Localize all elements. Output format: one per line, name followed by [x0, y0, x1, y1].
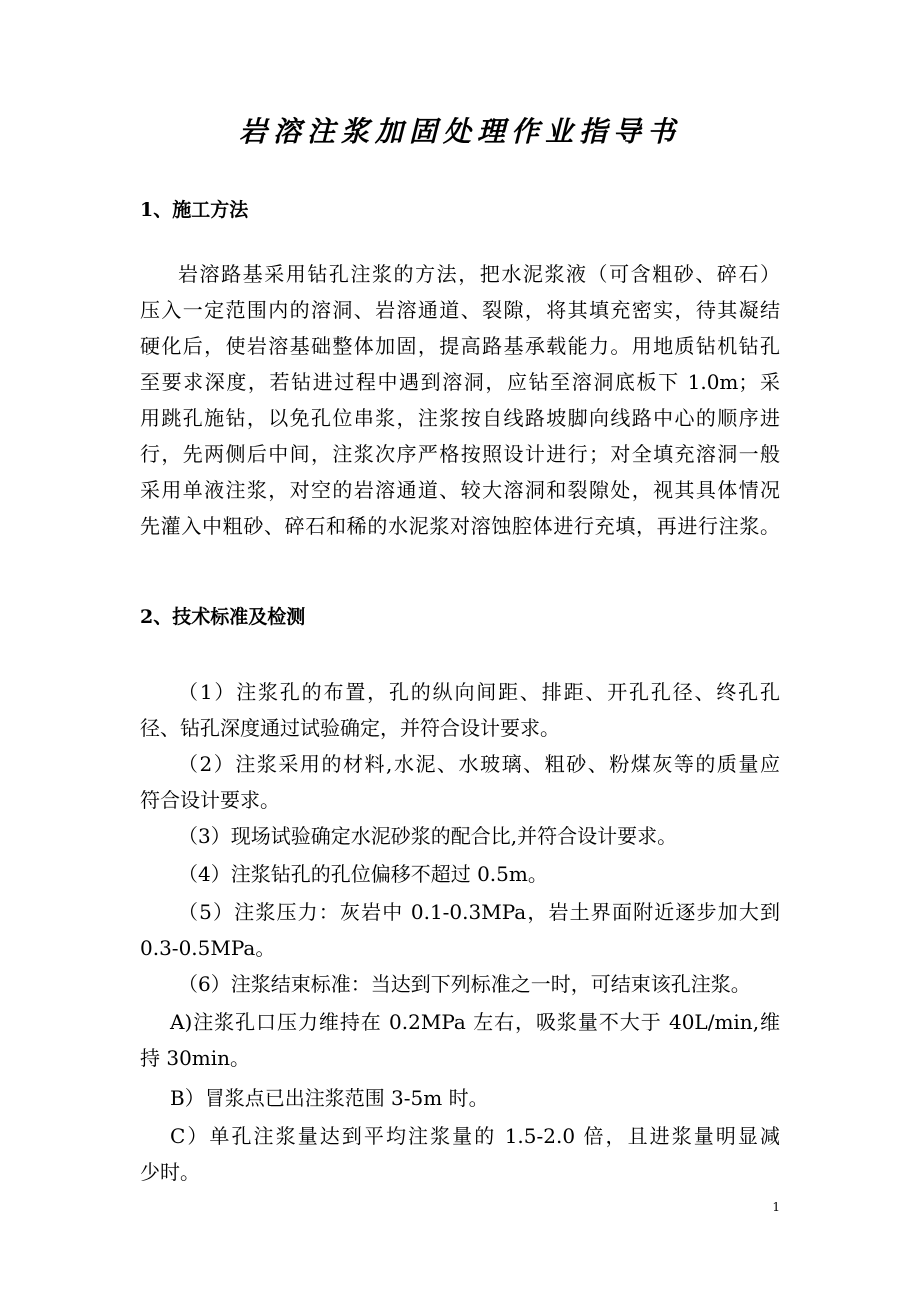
paragraph-line: 岩溶路基采用钻孔注浆的方法，把水泥浆液（可含粗砂、碎石）: [178, 262, 780, 286]
paragraph-line: （2）注浆采用的材料,水泥、水玻璃、粗砂、粉煤灰等的质量应: [178, 752, 780, 776]
standard-item-2: [140, 746, 780, 818]
section-heading-construction-method: 1、施工方法: [140, 199, 249, 221]
standard-item-6a: [140, 1004, 780, 1076]
standard-item-1: [140, 674, 780, 746]
paragraph-line: （4）注浆钻孔的孔位偏移不超过 0.5m。: [178, 862, 548, 886]
paragraph-line: 少时。: [140, 1160, 200, 1184]
paragraph-line: 采用单液注浆，对空的岩溶通道、较大溶洞和裂隙处，视其具体情况: [140, 478, 780, 502]
paragraph-line: 硬化后，使岩溶基础整体加固，提高路基承载能力。用地质钻机钻孔: [140, 334, 780, 358]
paragraph-line: 用跳孔施钻，以免孔位串浆，注浆按自线路坡脚向线路中心的顺序进: [140, 406, 780, 430]
standard-item-6: [140, 966, 780, 1002]
paragraph-line: 压入一定范围内的溶洞、岩溶通道、裂隙，将其填充密实，待其凝结: [140, 298, 780, 322]
paragraph-line: B）冒浆点已出注浆范围 3-5m 时。: [170, 1086, 489, 1110]
paragraph-line: （6）注浆结束标准：当达到下列标准之一时，可结束该孔注浆。: [178, 972, 751, 996]
standard-item-6c: [140, 1118, 780, 1190]
paragraph-line: 至要求深度，若钻进过程中遇到溶洞，应钻至溶洞底板下 1.0m；采: [140, 370, 780, 394]
paragraph-line: C）单孔注浆量达到平均注浆量的 1.5-2.0 倍，且进浆量明显减: [170, 1124, 780, 1148]
paragraph-line: 0.3-0.5MPa。: [140, 936, 276, 960]
paragraph-line: （5）注浆压力：灰岩中 0.1-0.3MPa，岩土界面附近逐步加大到: [178, 900, 780, 924]
paragraph-line: 径、钻孔深度通过试验确定，并符合设计要求。: [140, 716, 560, 740]
standard-item-5: [140, 894, 780, 966]
document-title: 岩溶注浆加固处理作业指导书: [238, 115, 681, 148]
paragraph-line: （3）现场试验确定水泥砂浆的配合比,并符合设计要求。: [178, 824, 678, 848]
paragraph-line: 先灌入中粗砂、碎石和稀的水泥浆对溶蚀腔体进行充填，再进行注浆。: [140, 514, 780, 538]
paragraph-line: （1）注浆孔的布置，孔的纵向间距、排距、开孔孔径、终孔孔: [178, 680, 780, 704]
standard-item-6b: [140, 1080, 780, 1116]
paragraph-line: 持 30min。: [140, 1046, 251, 1070]
standard-item-4: [140, 856, 780, 892]
standard-item-3: [140, 818, 780, 854]
paragraph-line: 符合设计要求。: [140, 788, 280, 812]
paragraph-line: 行，先两侧后中间，注浆次序严格按照设计进行；对全填充溶洞一般: [140, 442, 780, 466]
paragraph-line: A)注浆孔口压力维持在 0.2MPa 左右，吸浆量不大于 40L/min,维: [170, 1010, 780, 1034]
paragraph-construction-method: [140, 256, 780, 544]
page-number: 1: [772, 1200, 780, 1214]
section-heading-technical-standards: 2、技术标准及检测: [140, 606, 306, 628]
